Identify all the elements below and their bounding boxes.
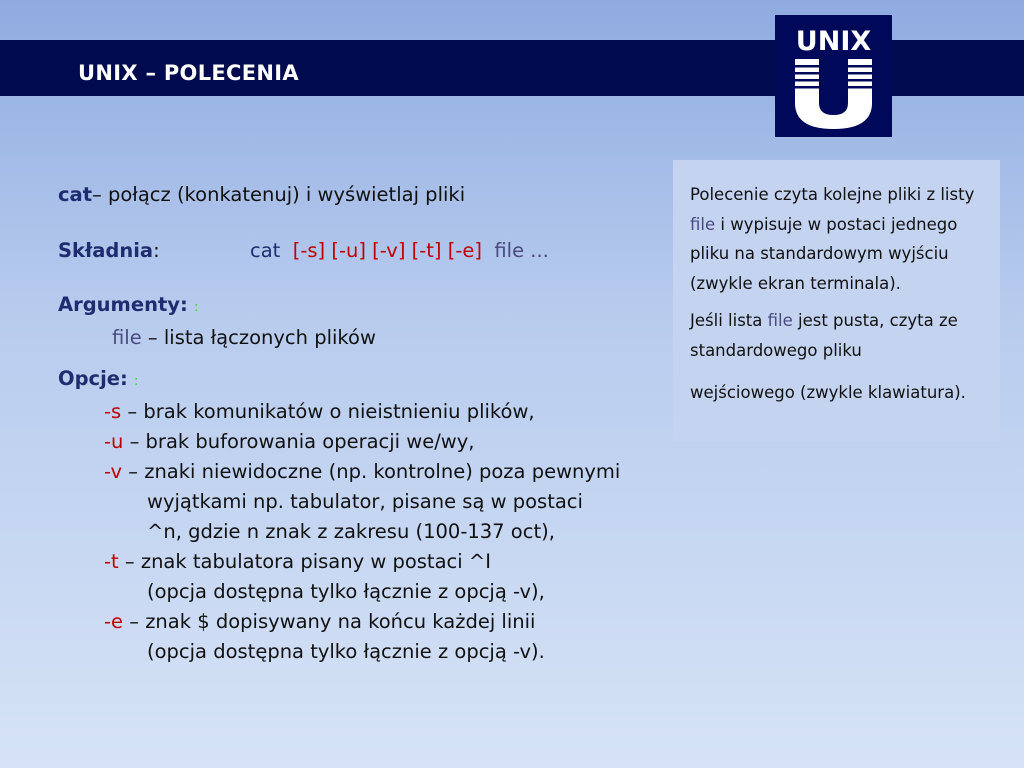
main-content [58,180,668,667]
syntax-options: [-s] [-u] [-v] [-t] [-e] [292,239,482,262]
option-continuation: ^n, gdzie n znak z zakresu (100-137 oct), [147,520,555,543]
sidebar-text-span: czyta ze standardowego pliku [690,311,958,360]
sidebar-text-span: jest pusta, [792,311,890,330]
option-continuation: (opcja dostępna tylko łącznie z opcją -v), [147,580,545,603]
option-desc: – znak $ dopisywany na końcu każdej linii [129,610,536,633]
option-desc: – znak tabulatora pisany w postaci ^I [124,550,491,573]
command-description: – połącz (konkatenuj) i wyświetlaj pliki [92,183,466,206]
syntax-cmd: cat [250,239,281,262]
options-heading [58,364,668,397]
argument-name: file [112,326,142,349]
sidebar-text-span: Jeśli lista [690,311,768,330]
option-item-u [58,427,668,457]
sidebar-file-keyword: file [767,311,793,330]
option-item-e [58,607,668,637]
option-desc: – brak komunikatów o nieistnieniu plików, [127,400,535,423]
options-marker: : [134,374,139,389]
sidebar-paragraph-1 [690,180,990,298]
argument-desc: – lista łączonych plików [147,326,376,349]
option-flag: -v [104,460,123,483]
syntax-label: Składnia [58,239,154,262]
option-flag: -u [104,430,124,453]
command-name: cat [58,183,93,206]
sidebar-text [690,180,990,408]
arguments-heading [58,290,668,323]
sidebar-text-span: Polecenie czyta kolejne pliki z listy [690,185,975,204]
logo-text: UNIX [795,26,872,57]
sidebar-paragraph-3: wejściowego (zwykle klawiatura). [690,383,966,402]
option-flag: -t [104,550,119,573]
sidebar-paragraph-2 [690,306,990,365]
option-continuation: (opcja dostępna tylko łącznie z opcją -v). [147,640,545,663]
option-item-t [58,547,668,577]
command-line [58,180,668,210]
option-continuation: wyjątkami np. tabulator, pisane są w postaci [147,490,583,513]
sidebar-file-keyword: file [690,214,716,234]
arguments-label: Argumenty: [58,293,188,316]
options-label: Opcje: [58,367,128,390]
logo-u-icon [795,59,872,129]
arguments-marker: : [194,300,199,315]
option-flag: -e [104,610,124,633]
option-desc: – brak buforowania operacji we/wy, [129,430,475,453]
argument-item [58,323,668,353]
option-item-v [58,457,668,487]
slide-title: UNIX – POLECENIA [78,61,299,85]
option-flag: -s [104,400,122,423]
unix-logo [775,15,892,137]
syntax-args: file ... [494,239,549,262]
option-item-s [58,397,668,427]
sidebar-text-span: i wypisuje w postaci jednego pliku na standardowym wyjściu (zwykle ekran terminala). [690,214,958,293]
syntax-line [58,236,668,266]
syntax-colon: : [153,239,160,262]
syntax-command [250,236,549,266]
option-desc: – znaki niewidoczne (np. kontrolne) poza pewnymi [128,460,621,483]
